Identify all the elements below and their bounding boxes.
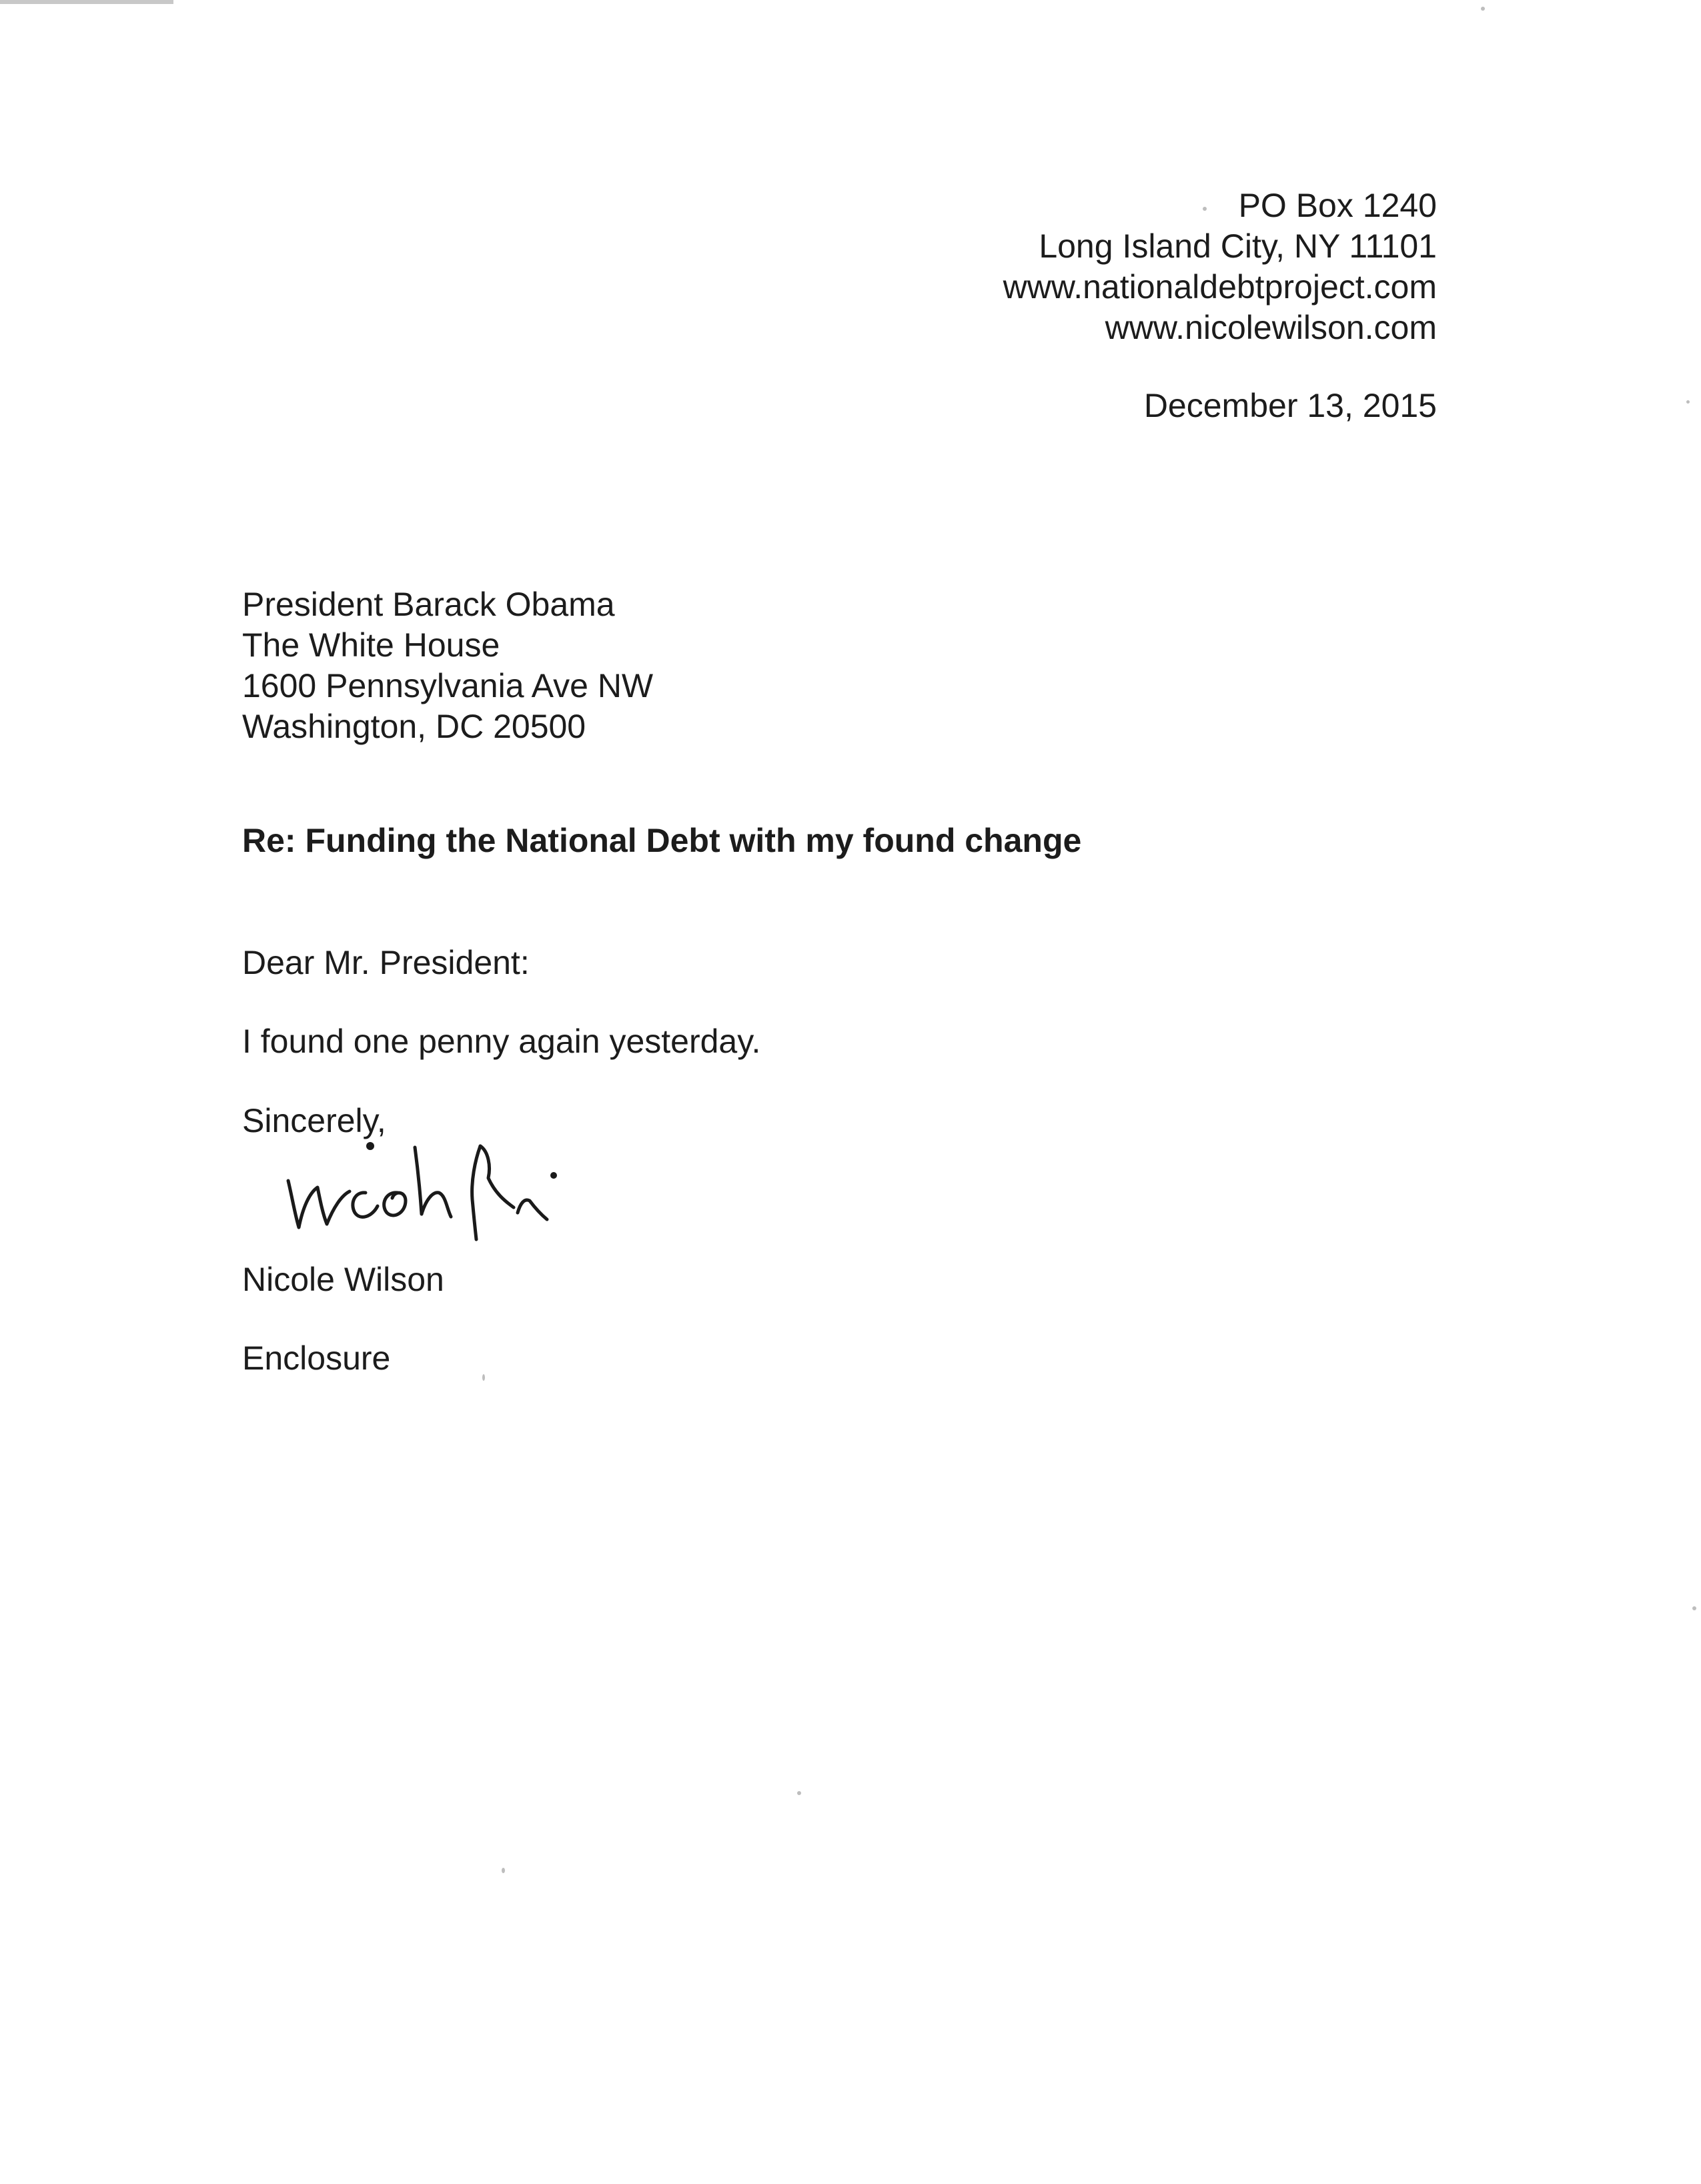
sender-website-link[interactable]: www.nationaldebtproject.com: [1003, 268, 1437, 306]
scan-edge: [0, 0, 173, 4]
scan-speck: [1692, 1606, 1696, 1610]
recipient-street: 1600 Pennsylvania Ave NW: [242, 667, 654, 704]
salutation: Dear Mr. President:: [242, 944, 530, 981]
closing: Sincerely,: [242, 1102, 386, 1139]
scan-speck: [502, 1868, 505, 1873]
signer-name: Nicole Wilson: [242, 1261, 444, 1298]
recipient-address-block: [242, 584, 653, 747]
scan-speck: [797, 1791, 801, 1795]
scan-speck: [482, 1374, 485, 1381]
handwritten-signature-icon: [280, 1134, 627, 1254]
scan-speck: [1481, 7, 1485, 11]
recipient-city-state-zip: Washington, DC 20500: [242, 708, 586, 745]
subject-line: Re: Funding the National Debt with my found change: [242, 822, 1082, 859]
recipient-organization: The White House: [242, 626, 500, 664]
sender-city-state-zip: Long Island City, NY 11101: [1039, 227, 1437, 265]
scan-speck: [1686, 400, 1690, 404]
recipient-name: President Barack Obama: [242, 586, 615, 623]
body-text: I found one penny again yesterday.: [242, 1023, 761, 1060]
scan-speck: [1203, 207, 1207, 211]
sender-po-box: PO Box 1240: [1238, 187, 1437, 224]
sender-personal-website-link[interactable]: www.nicolewilson.com: [1105, 309, 1437, 346]
sender-address-block: [1003, 185, 1437, 348]
letter-date: December 13, 2015: [1143, 387, 1437, 424]
enclosure-note: Enclosure: [242, 1339, 391, 1377]
